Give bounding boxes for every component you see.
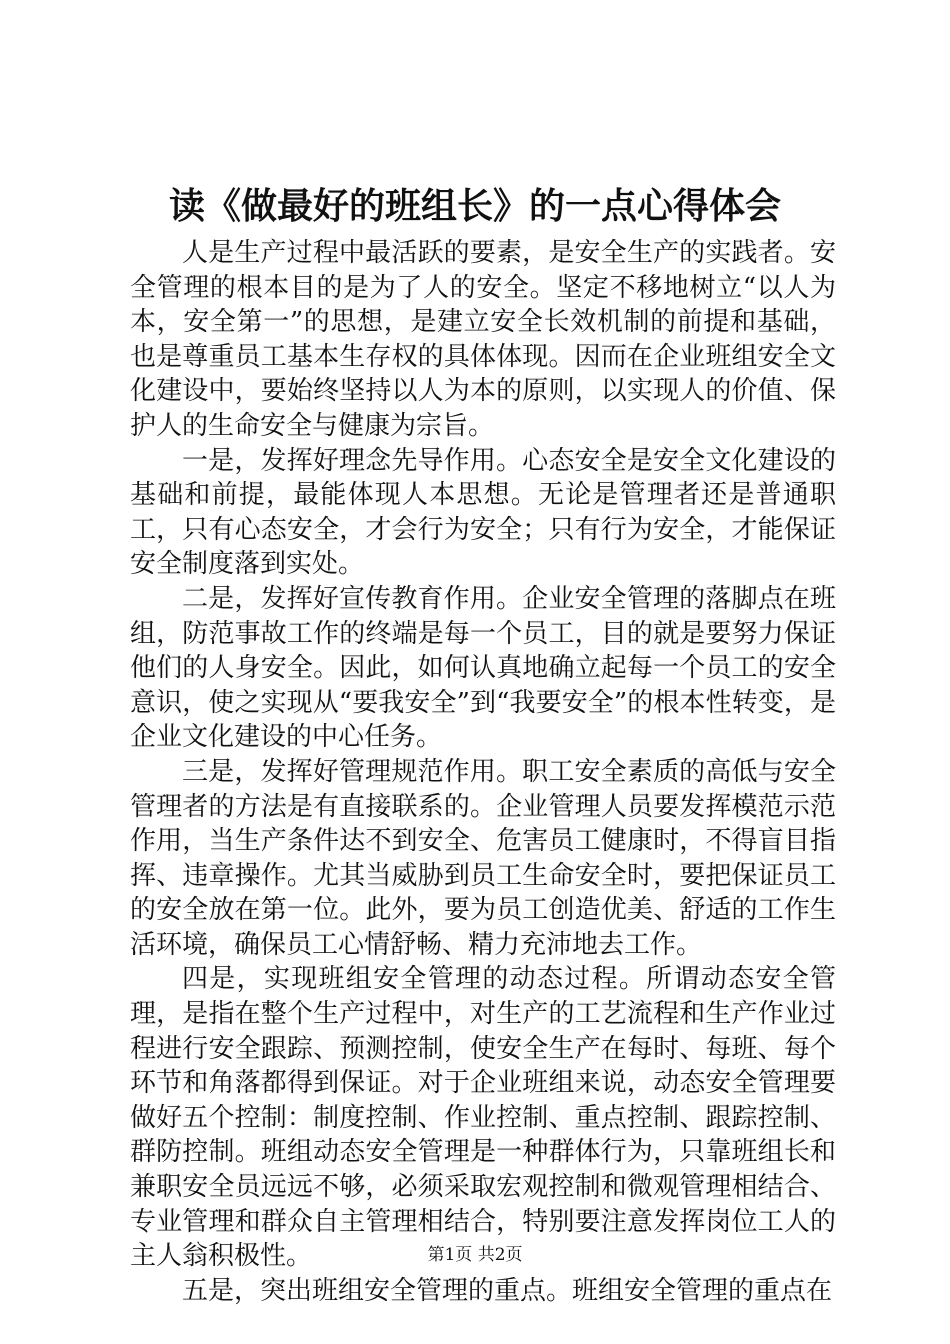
- paragraph-point-4: 四是，实现班组安全管理的动态过程。所谓动态安全管理，是指在整个生产过程中，对生产的工艺流程和生产作业过程进行安全跟踪、预测控制，使安全生产在每时、每班、每个环节和角落都得到保证。对于企业班组来说，动态安全管理要做好五个控制：制度控制、作业控制、重点控制、跟踪控制、群防控制。班组动态安全管理是一种群体行为，只靠班组长和兼职安全员远远不够，必须采取宏观控制和微观管理相结合、专业管理和群众自主管理相结合，特别要注意发挥岗位工人的主人翁积极性。: [130, 964, 836, 1272]
- paragraph-point-5: 五是，突出班组安全管理的重点。班组安全管理的重点在: [182, 1275, 833, 1306]
- document-title: 读《做最好的班组长》的一点心得体会: [168, 185, 781, 227]
- paragraph-point-1: 一是，发挥好理念先导作用。心态安全是安全文化建设的基础和前提，最能体现人本思想。无论是管理者还是普通职工，只有心态安全，才会行为安全；只有行为安全，才能保证安全制度落到实处。: [130, 445, 836, 580]
- document-body: [130, 236, 836, 1308]
- page-footer: [0, 1243, 950, 1267]
- paragraph-intro: 人是生产过程中最活跃的要素，是安全生产的实践者。安全管理的根本目的是为了人的安全。坚定不移地树立“以人为本，安全第一”的思想，是建立安全长效机制的前提和基础，也是尊重员工基本生存权的具体体现。因而在企业班组安全文化建设中，要始终坚持以人为本的原则，以实现人的价值、保护人的生命安全与健康为宗旨。: [130, 238, 836, 441]
- page-number: 第1页 共2页: [427, 1245, 523, 1265]
- paragraph-point-3: 三是，发挥好管理规范作用。职工安全素质的高低与安全管理者的方法是有直接联系的。企业管理人员要发挥模范示范作用，当生产条件达不到安全、危害员工健康时，不得盲目指挥、违章操作。尤其当威胁到员工生命安全时，要把保证员工的安全放在第一位。此外，要为员工创造优美、舒适的工作生活环境，确保员工心情舒畅、精力充沛地去工作。: [130, 756, 836, 960]
- paragraph-point-2: 二是，发挥好宣传教育作用。企业安全管理的落脚点在班组，防范事故工作的终端是每一个员工，目的就是要努力保证他们的人身安全。因此，如何认真地确立起每一个员工的安全意识，使之实现从“要我安全”到“我要安全”的根本性转变，是企业文化建设的中心任务。: [130, 583, 836, 753]
